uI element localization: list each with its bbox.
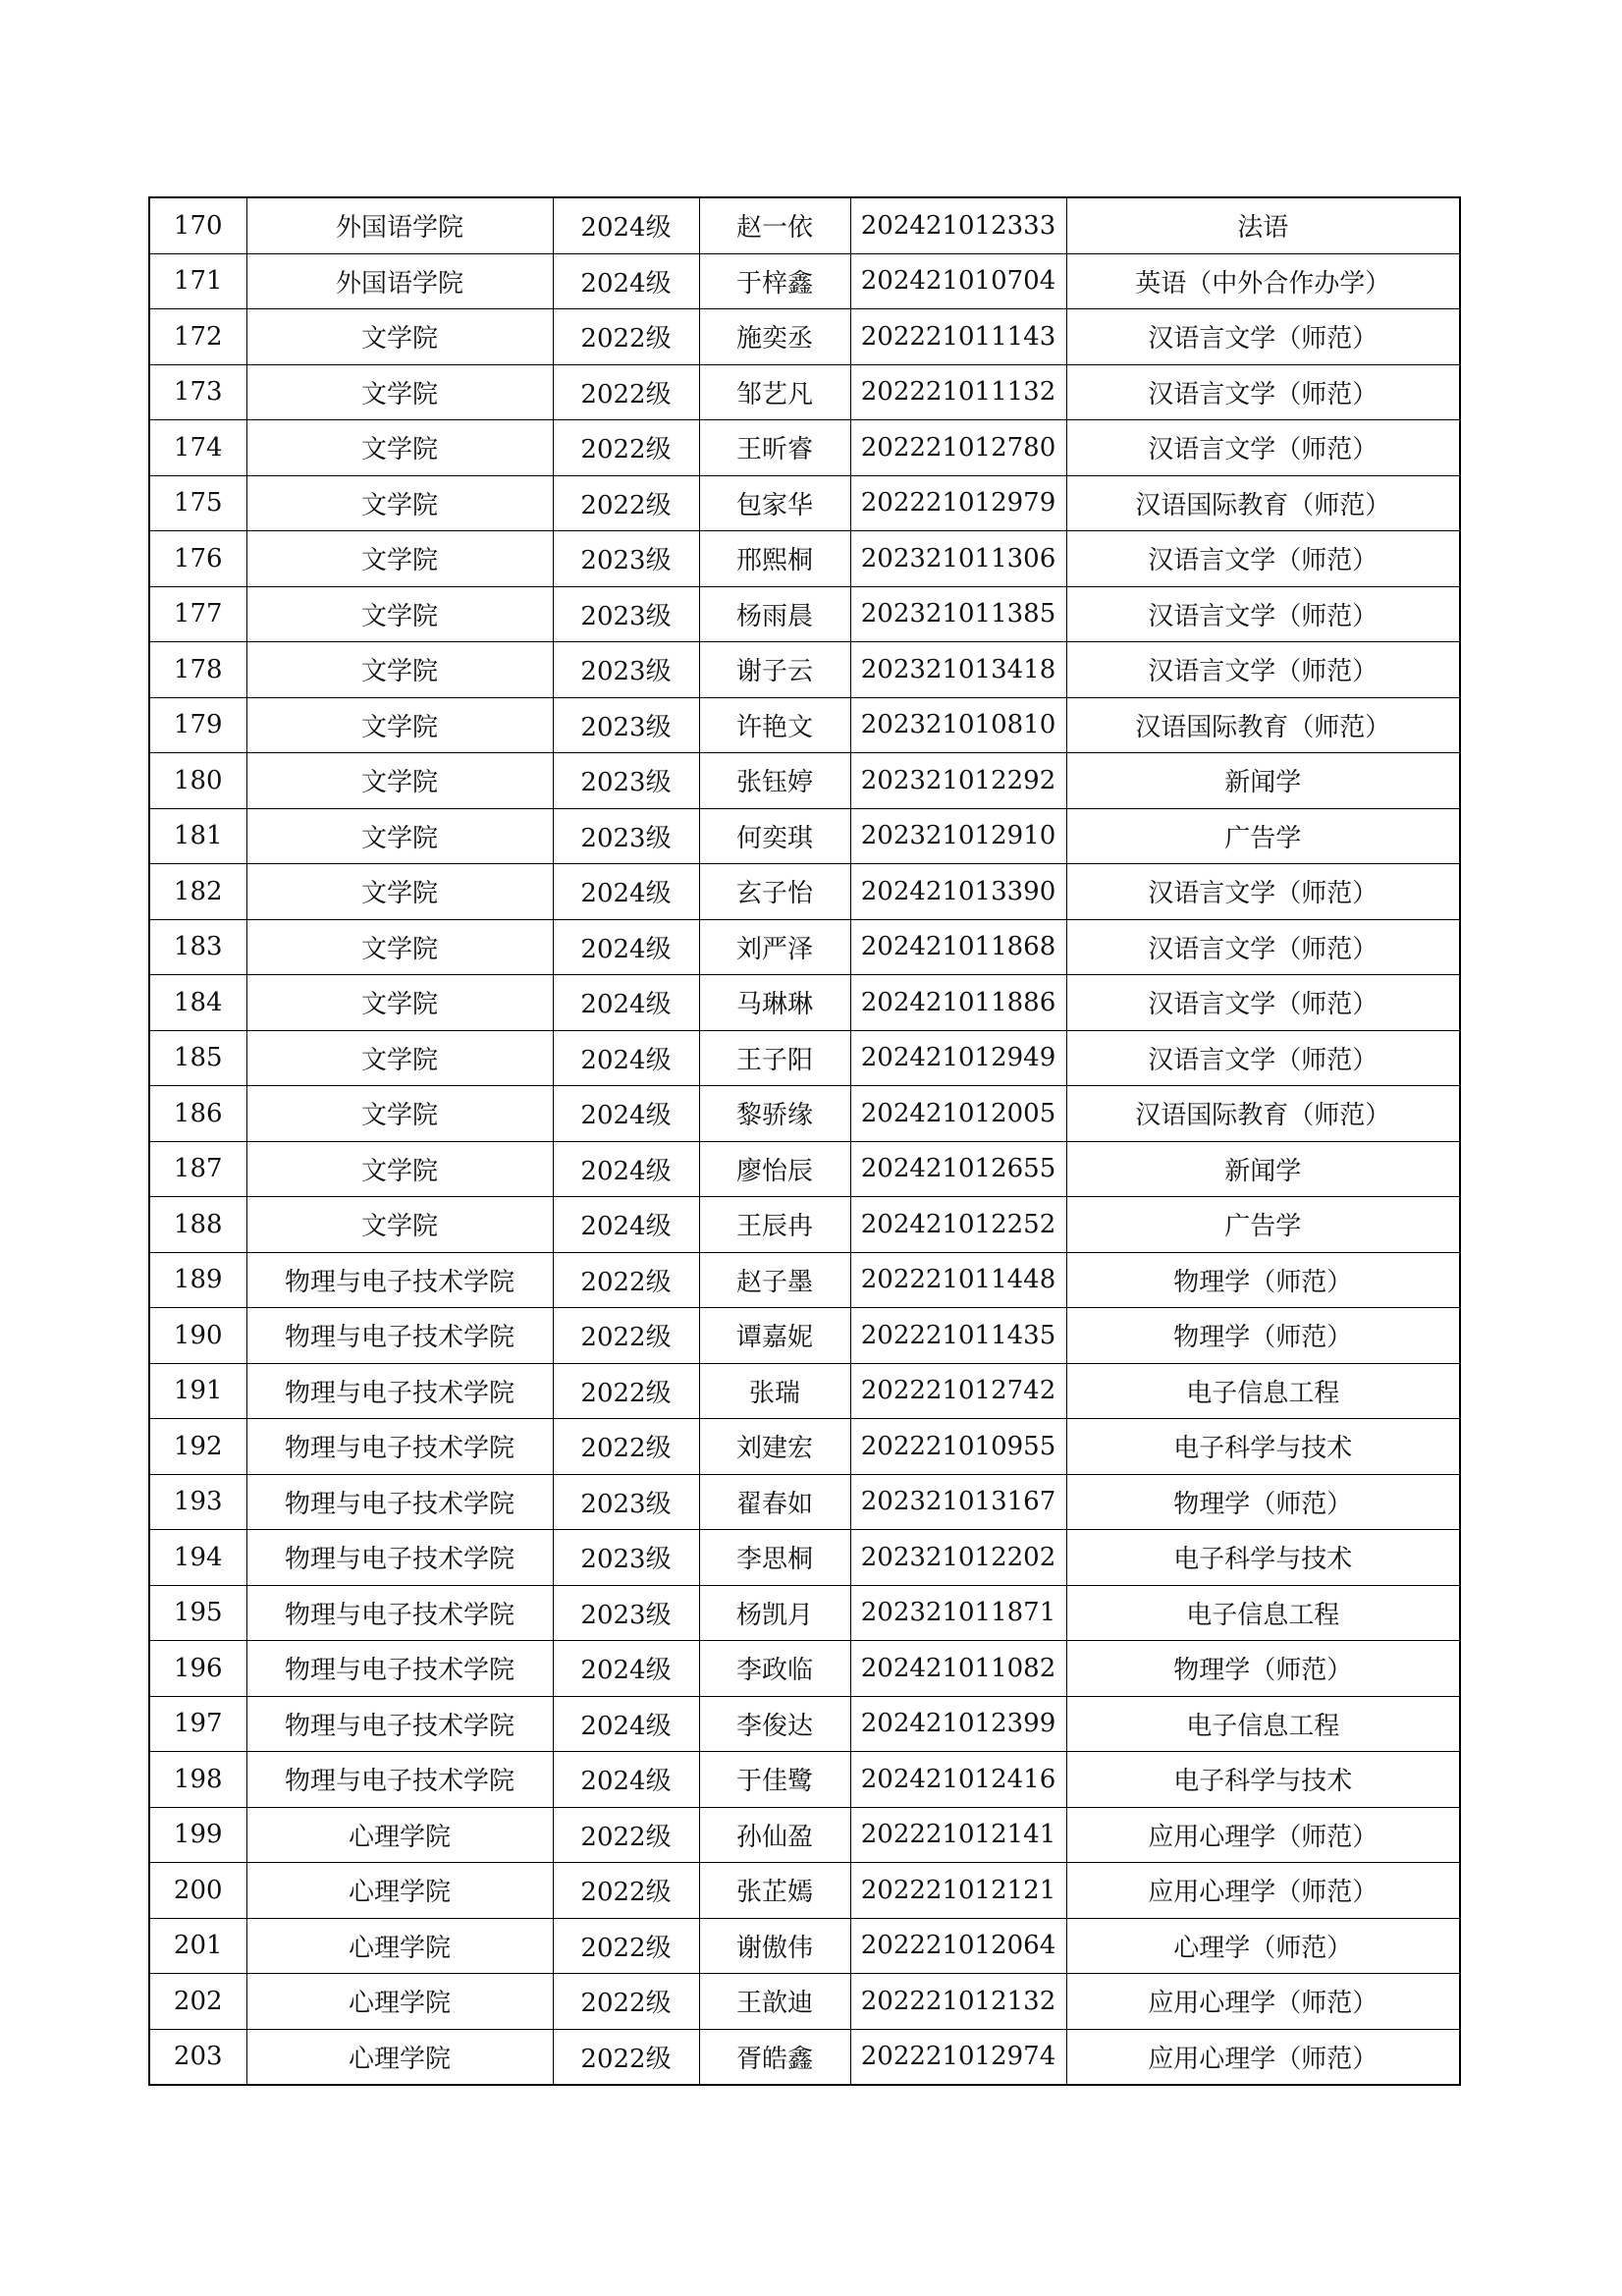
major-cell: 心理学（师范） bbox=[1066, 1918, 1460, 1974]
row-number-cell: 188 bbox=[149, 1197, 246, 1253]
student-id-cell: 202321013167 bbox=[850, 1474, 1066, 1530]
student-id-cell: 202221010955 bbox=[850, 1419, 1066, 1475]
college-cell: 文学院 bbox=[246, 420, 553, 476]
grade-cell: 2022级 bbox=[553, 1974, 699, 2030]
row-number-cell: 203 bbox=[149, 2029, 246, 2085]
student-name-cell: 于佳鹭 bbox=[699, 1752, 850, 1808]
student-name-cell: 谢傲伟 bbox=[699, 1918, 850, 1974]
major-cell: 汉语言文学（师范） bbox=[1066, 309, 1460, 365]
row-number-cell: 179 bbox=[149, 697, 246, 753]
row-number-cell: 200 bbox=[149, 1863, 246, 1919]
row-number-cell: 175 bbox=[149, 475, 246, 531]
college-cell: 文学院 bbox=[246, 309, 553, 365]
table-row bbox=[149, 253, 1460, 309]
student-id-cell: 202221011448 bbox=[850, 1252, 1066, 1308]
table-row bbox=[149, 1363, 1460, 1419]
grade-cell: 2024级 bbox=[553, 1197, 699, 1253]
student-name-cell: 王昕睿 bbox=[699, 420, 850, 476]
student-id-cell: 202221012132 bbox=[850, 1974, 1066, 2030]
college-cell: 文学院 bbox=[246, 1030, 553, 1086]
student-name-cell: 李政临 bbox=[699, 1641, 850, 1697]
student-id-cell: 202221011435 bbox=[850, 1308, 1066, 1364]
student-id-cell: 202421011886 bbox=[850, 975, 1066, 1031]
row-number-cell: 199 bbox=[149, 1807, 246, 1863]
row-number-cell: 173 bbox=[149, 364, 246, 420]
grade-cell: 2023级 bbox=[553, 1530, 699, 1586]
table-row bbox=[149, 919, 1460, 975]
grade-cell: 2022级 bbox=[553, 364, 699, 420]
grade-cell: 2022级 bbox=[553, 420, 699, 476]
student-id-cell: 202421011868 bbox=[850, 919, 1066, 975]
major-cell: 广告学 bbox=[1066, 808, 1460, 864]
college-cell: 物理与电子技术学院 bbox=[246, 1530, 553, 1586]
college-cell: 心理学院 bbox=[246, 1974, 553, 2030]
table-row bbox=[149, 364, 1460, 420]
table-row bbox=[149, 1807, 1460, 1863]
major-cell: 电子信息工程 bbox=[1066, 1363, 1460, 1419]
college-cell: 心理学院 bbox=[246, 1863, 553, 1919]
college-cell: 心理学院 bbox=[246, 1807, 553, 1863]
college-cell: 物理与电子技术学院 bbox=[246, 1752, 553, 1808]
student-name-cell: 刘严泽 bbox=[699, 919, 850, 975]
major-cell: 汉语国际教育（师范） bbox=[1066, 475, 1460, 531]
student-name-cell: 许艳文 bbox=[699, 697, 850, 753]
table-row bbox=[149, 475, 1460, 531]
student-id-cell: 202221012064 bbox=[850, 1918, 1066, 1974]
table-row bbox=[149, 1474, 1460, 1530]
major-cell: 汉语言文学（师范） bbox=[1066, 642, 1460, 698]
college-cell: 文学院 bbox=[246, 919, 553, 975]
grade-cell: 2022级 bbox=[553, 1363, 699, 1419]
row-number-cell: 184 bbox=[149, 975, 246, 1031]
row-number-cell: 181 bbox=[149, 808, 246, 864]
table-row bbox=[149, 2029, 1460, 2085]
student-name-cell: 张瑞 bbox=[699, 1363, 850, 1419]
student-id-cell: 202421011082 bbox=[850, 1641, 1066, 1697]
table-row bbox=[149, 1752, 1460, 1808]
student-name-cell: 赵子墨 bbox=[699, 1252, 850, 1308]
student-name-cell: 孙仙盈 bbox=[699, 1807, 850, 1863]
grade-cell: 2023级 bbox=[553, 1474, 699, 1530]
major-cell: 汉语言文学（师范） bbox=[1066, 1030, 1460, 1086]
major-cell: 物理学（师范） bbox=[1066, 1641, 1460, 1697]
college-cell: 物理与电子技术学院 bbox=[246, 1252, 553, 1308]
student-list-table bbox=[148, 196, 1461, 2086]
student-name-cell: 玄子怡 bbox=[699, 864, 850, 920]
row-number-cell: 198 bbox=[149, 1752, 246, 1808]
student-id-cell: 202221012742 bbox=[850, 1363, 1066, 1419]
student-id-cell: 202321012202 bbox=[850, 1530, 1066, 1586]
major-cell: 汉语言文学（师范） bbox=[1066, 364, 1460, 420]
row-number-cell: 189 bbox=[149, 1252, 246, 1308]
student-name-cell: 马琳琳 bbox=[699, 975, 850, 1031]
college-cell: 物理与电子技术学院 bbox=[246, 1641, 553, 1697]
college-cell: 文学院 bbox=[246, 975, 553, 1031]
student-list-body bbox=[149, 197, 1460, 2085]
student-name-cell: 包家华 bbox=[699, 475, 850, 531]
student-name-cell: 张钰婷 bbox=[699, 753, 850, 809]
student-id-cell: 202421012416 bbox=[850, 1752, 1066, 1808]
row-number-cell: 180 bbox=[149, 753, 246, 809]
major-cell: 电子信息工程 bbox=[1066, 1696, 1460, 1752]
row-number-cell: 186 bbox=[149, 1086, 246, 1142]
grade-cell: 2024级 bbox=[553, 197, 699, 253]
grade-cell: 2022级 bbox=[553, 1918, 699, 1974]
table-row bbox=[149, 1641, 1460, 1697]
student-id-cell: 202321010810 bbox=[850, 697, 1066, 753]
grade-cell: 2023级 bbox=[553, 808, 699, 864]
row-number-cell: 182 bbox=[149, 864, 246, 920]
student-name-cell: 李思桐 bbox=[699, 1530, 850, 1586]
major-cell: 应用心理学（师范） bbox=[1066, 1863, 1460, 1919]
table-row bbox=[149, 1585, 1460, 1641]
student-id-cell: 202321012910 bbox=[850, 808, 1066, 864]
major-cell: 电子科学与技术 bbox=[1066, 1419, 1460, 1475]
college-cell: 文学院 bbox=[246, 1197, 553, 1253]
table-row bbox=[149, 1141, 1460, 1197]
college-cell: 外国语学院 bbox=[246, 253, 553, 309]
major-cell: 汉语言文学（师范） bbox=[1066, 975, 1460, 1031]
student-id-cell: 202421013390 bbox=[850, 864, 1066, 920]
grade-cell: 2024级 bbox=[553, 975, 699, 1031]
major-cell: 电子信息工程 bbox=[1066, 1585, 1460, 1641]
table-row bbox=[149, 1030, 1460, 1086]
table-row bbox=[149, 1696, 1460, 1752]
student-name-cell: 谭嘉妮 bbox=[699, 1308, 850, 1364]
student-id-cell: 202321011385 bbox=[850, 586, 1066, 642]
table-row bbox=[149, 1918, 1460, 1974]
student-id-cell: 202221012780 bbox=[850, 420, 1066, 476]
table-row bbox=[149, 808, 1460, 864]
grade-cell: 2022级 bbox=[553, 475, 699, 531]
college-cell: 文学院 bbox=[246, 642, 553, 698]
major-cell: 汉语国际教育（师范） bbox=[1066, 1086, 1460, 1142]
college-cell: 文学院 bbox=[246, 1086, 553, 1142]
grade-cell: 2023级 bbox=[553, 642, 699, 698]
major-cell: 汉语言文学（师范） bbox=[1066, 919, 1460, 975]
row-number-cell: 194 bbox=[149, 1530, 246, 1586]
grade-cell: 2024级 bbox=[553, 1030, 699, 1086]
student-id-cell: 202221012979 bbox=[850, 475, 1066, 531]
student-id-cell: 202321011306 bbox=[850, 531, 1066, 587]
table-row bbox=[149, 1308, 1460, 1364]
grade-cell: 2024级 bbox=[553, 1696, 699, 1752]
row-number-cell: 190 bbox=[149, 1308, 246, 1364]
student-id-cell: 202421012655 bbox=[850, 1141, 1066, 1197]
table-row bbox=[149, 531, 1460, 587]
major-cell: 汉语言文学（师范） bbox=[1066, 420, 1460, 476]
table-row bbox=[149, 1863, 1460, 1919]
grade-cell: 2024级 bbox=[553, 919, 699, 975]
student-id-cell: 202321013418 bbox=[850, 642, 1066, 698]
student-id-cell: 202321012292 bbox=[850, 753, 1066, 809]
student-name-cell: 杨凯月 bbox=[699, 1585, 850, 1641]
row-number-cell: 178 bbox=[149, 642, 246, 698]
student-name-cell: 赵一依 bbox=[699, 197, 850, 253]
student-id-cell: 202421012333 bbox=[850, 197, 1066, 253]
table-row bbox=[149, 420, 1460, 476]
major-cell: 应用心理学（师范） bbox=[1066, 1974, 1460, 2030]
row-number-cell: 196 bbox=[149, 1641, 246, 1697]
student-name-cell: 王子阳 bbox=[699, 1030, 850, 1086]
student-name-cell: 杨雨晨 bbox=[699, 586, 850, 642]
student-name-cell: 王辰冉 bbox=[699, 1197, 850, 1253]
grade-cell: 2024级 bbox=[553, 864, 699, 920]
major-cell: 汉语国际教育（师范） bbox=[1066, 697, 1460, 753]
college-cell: 外国语学院 bbox=[246, 197, 553, 253]
table-row bbox=[149, 1530, 1460, 1586]
major-cell: 法语 bbox=[1066, 197, 1460, 253]
row-number-cell: 193 bbox=[149, 1474, 246, 1530]
row-number-cell: 201 bbox=[149, 1918, 246, 1974]
table-row bbox=[149, 197, 1460, 253]
college-cell: 文学院 bbox=[246, 1141, 553, 1197]
grade-cell: 2022级 bbox=[553, 1308, 699, 1364]
college-cell: 物理与电子技术学院 bbox=[246, 1308, 553, 1364]
grade-cell: 2022级 bbox=[553, 1252, 699, 1308]
row-number-cell: 195 bbox=[149, 1585, 246, 1641]
student-name-cell: 黎骄缘 bbox=[699, 1086, 850, 1142]
college-cell: 物理与电子技术学院 bbox=[246, 1419, 553, 1475]
college-cell: 文学院 bbox=[246, 697, 553, 753]
major-cell: 应用心理学（师范） bbox=[1066, 1807, 1460, 1863]
grade-cell: 2024级 bbox=[553, 1752, 699, 1808]
student-name-cell: 施奕丞 bbox=[699, 309, 850, 365]
major-cell: 物理学（师范） bbox=[1066, 1474, 1460, 1530]
grade-cell: 2024级 bbox=[553, 253, 699, 309]
major-cell: 应用心理学（师范） bbox=[1066, 2029, 1460, 2085]
student-id-cell: 202221012974 bbox=[850, 2029, 1066, 2085]
college-cell: 心理学院 bbox=[246, 2029, 553, 2085]
grade-cell: 2023级 bbox=[553, 586, 699, 642]
major-cell: 汉语言文学（师范） bbox=[1066, 586, 1460, 642]
college-cell: 文学院 bbox=[246, 586, 553, 642]
row-number-cell: 170 bbox=[149, 197, 246, 253]
student-id-cell: 202421012949 bbox=[850, 1030, 1066, 1086]
table-row bbox=[149, 753, 1460, 809]
grade-cell: 2024级 bbox=[553, 1141, 699, 1197]
row-number-cell: 185 bbox=[149, 1030, 246, 1086]
college-cell: 文学院 bbox=[246, 531, 553, 587]
table-row bbox=[149, 975, 1460, 1031]
grade-cell: 2022级 bbox=[553, 309, 699, 365]
grade-cell: 2024级 bbox=[553, 1641, 699, 1697]
major-cell: 物理学（师范） bbox=[1066, 1252, 1460, 1308]
table-row bbox=[149, 1252, 1460, 1308]
row-number-cell: 176 bbox=[149, 531, 246, 587]
table-row bbox=[149, 309, 1460, 365]
student-id-cell: 202421010704 bbox=[850, 253, 1066, 309]
row-number-cell: 183 bbox=[149, 919, 246, 975]
row-number-cell: 174 bbox=[149, 420, 246, 476]
row-number-cell: 197 bbox=[149, 1696, 246, 1752]
grade-cell: 2022级 bbox=[553, 1419, 699, 1475]
row-number-cell: 187 bbox=[149, 1141, 246, 1197]
table-row bbox=[149, 1086, 1460, 1142]
college-cell: 文学院 bbox=[246, 864, 553, 920]
table-row bbox=[149, 1197, 1460, 1253]
student-name-cell: 王歆迪 bbox=[699, 1974, 850, 2030]
table-row bbox=[149, 586, 1460, 642]
student-name-cell: 于梓鑫 bbox=[699, 253, 850, 309]
table-row bbox=[149, 697, 1460, 753]
student-name-cell: 廖怡辰 bbox=[699, 1141, 850, 1197]
student-id-cell: 202221012121 bbox=[850, 1863, 1066, 1919]
row-number-cell: 192 bbox=[149, 1419, 246, 1475]
grade-cell: 2022级 bbox=[553, 2029, 699, 2085]
row-number-cell: 171 bbox=[149, 253, 246, 309]
college-cell: 文学院 bbox=[246, 475, 553, 531]
grade-cell: 2023级 bbox=[553, 697, 699, 753]
college-cell: 文学院 bbox=[246, 364, 553, 420]
table-row bbox=[149, 642, 1460, 698]
student-id-cell: 202421012005 bbox=[850, 1086, 1066, 1142]
student-id-cell: 202221011143 bbox=[850, 309, 1066, 365]
student-name-cell: 何奕琪 bbox=[699, 808, 850, 864]
college-cell: 物理与电子技术学院 bbox=[246, 1696, 553, 1752]
student-id-cell: 202221011132 bbox=[850, 364, 1066, 420]
college-cell: 物理与电子技术学院 bbox=[246, 1585, 553, 1641]
major-cell: 新闻学 bbox=[1066, 1141, 1460, 1197]
major-cell: 汉语言文学（师范） bbox=[1066, 531, 1460, 587]
major-cell: 物理学（师范） bbox=[1066, 1308, 1460, 1364]
student-id-cell: 202321011871 bbox=[850, 1585, 1066, 1641]
student-name-cell: 张芷嫣 bbox=[699, 1863, 850, 1919]
major-cell: 电子科学与技术 bbox=[1066, 1752, 1460, 1808]
student-id-cell: 202421012399 bbox=[850, 1696, 1066, 1752]
college-cell: 文学院 bbox=[246, 753, 553, 809]
student-name-cell: 邢熙桐 bbox=[699, 531, 850, 587]
table-row bbox=[149, 864, 1460, 920]
grade-cell: 2023级 bbox=[553, 531, 699, 587]
student-name-cell: 邹艺凡 bbox=[699, 364, 850, 420]
college-cell: 文学院 bbox=[246, 808, 553, 864]
table-row bbox=[149, 1419, 1460, 1475]
row-number-cell: 191 bbox=[149, 1363, 246, 1419]
student-name-cell: 刘建宏 bbox=[699, 1419, 850, 1475]
student-id-cell: 202421012252 bbox=[850, 1197, 1066, 1253]
student-name-cell: 李俊达 bbox=[699, 1696, 850, 1752]
student-name-cell: 谢子云 bbox=[699, 642, 850, 698]
student-name-cell: 翟春如 bbox=[699, 1474, 850, 1530]
college-cell: 物理与电子技术学院 bbox=[246, 1363, 553, 1419]
grade-cell: 2023级 bbox=[553, 753, 699, 809]
major-cell: 新闻学 bbox=[1066, 753, 1460, 809]
grade-cell: 2022级 bbox=[553, 1863, 699, 1919]
major-cell: 英语（中外合作办学） bbox=[1066, 253, 1460, 309]
grade-cell: 2024级 bbox=[553, 1086, 699, 1142]
major-cell: 广告学 bbox=[1066, 1197, 1460, 1253]
grade-cell: 2023级 bbox=[553, 1585, 699, 1641]
row-number-cell: 177 bbox=[149, 586, 246, 642]
table-row bbox=[149, 1974, 1460, 2030]
college-cell: 物理与电子技术学院 bbox=[246, 1474, 553, 1530]
row-number-cell: 172 bbox=[149, 309, 246, 365]
row-number-cell: 202 bbox=[149, 1974, 246, 2030]
college-cell: 心理学院 bbox=[246, 1918, 553, 1974]
major-cell: 电子科学与技术 bbox=[1066, 1530, 1460, 1586]
grade-cell: 2022级 bbox=[553, 1807, 699, 1863]
major-cell: 汉语言文学（师范） bbox=[1066, 864, 1460, 920]
student-id-cell: 202221012141 bbox=[850, 1807, 1066, 1863]
student-name-cell: 胥皓鑫 bbox=[699, 2029, 850, 2085]
